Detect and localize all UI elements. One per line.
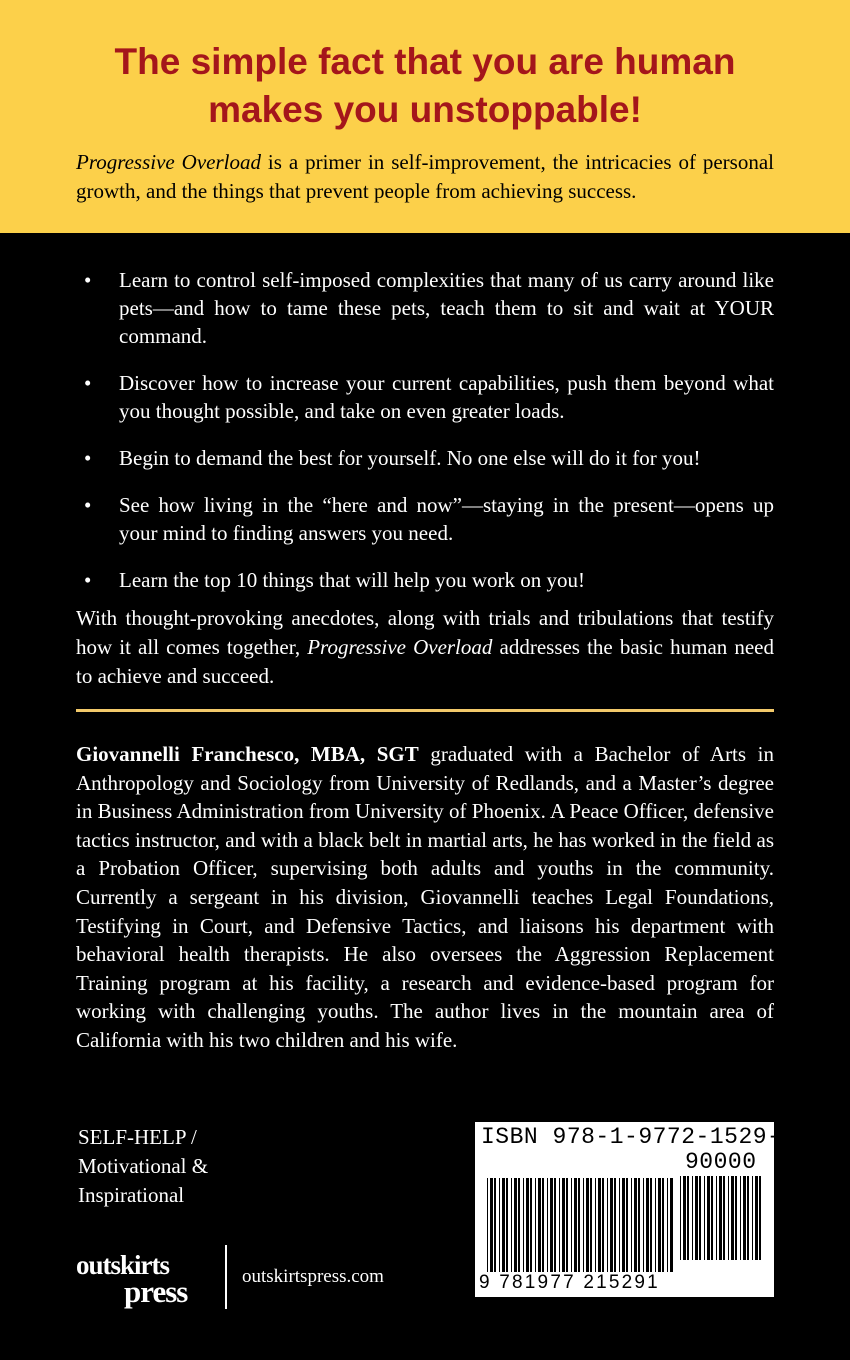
barcode-bar <box>602 1178 604 1272</box>
barcode-bar <box>631 1178 632 1272</box>
logo-divider <box>225 1245 227 1309</box>
bullet-list <box>76 266 774 613</box>
barcode-bar <box>490 1178 493 1272</box>
barcode-bar <box>646 1178 649 1272</box>
bullet-mark: • <box>84 493 92 517</box>
bullet-item <box>76 266 774 350</box>
barcode-bar <box>610 1178 613 1272</box>
barcode-bar <box>523 1178 524 1272</box>
book-category <box>78 1123 208 1210</box>
publisher-website: outskirtspress.com <box>242 1266 384 1287</box>
barcode-bar <box>578 1178 580 1272</box>
barcode-bar <box>554 1178 556 1272</box>
barcode-bar <box>562 1178 565 1272</box>
barcode-bar <box>511 1178 512 1272</box>
ean-digits: 9 781977 215291 <box>479 1272 660 1293</box>
barcode-bar <box>743 1176 746 1260</box>
barcode-bar <box>731 1176 734 1260</box>
barcode-bar <box>499 1178 500 1272</box>
section-divider <box>76 709 774 712</box>
barcode-bar <box>699 1176 701 1260</box>
category-line-1: SELF-HELP / <box>78 1125 197 1149</box>
top-panel <box>0 0 850 233</box>
closing-text-1: With thought-provoking anecdotes, along with trials and tribulations that testify how it all comes together, <box>76 606 774 659</box>
barcode-bar <box>716 1176 717 1260</box>
headline-line-1: The simple fact that you are human <box>114 41 736 82</box>
barcode-bar <box>559 1178 560 1272</box>
barcode-bar <box>670 1178 673 1272</box>
barcode-bar <box>622 1178 625 1272</box>
logo-line-1: outskirts <box>76 1250 170 1280</box>
isbn-label: ISBN 978-1-9772-1529-1 <box>481 1124 796 1150</box>
barcode-bar <box>506 1178 508 1272</box>
barcode-bar <box>740 1176 741 1260</box>
barcode-bar <box>518 1178 520 1272</box>
headline <box>0 38 850 134</box>
barcode-bar <box>650 1178 652 1272</box>
barcode-bar <box>502 1178 505 1272</box>
barcode-bar <box>658 1178 661 1272</box>
barcode-bar <box>735 1176 737 1260</box>
barcode-bar <box>680 1176 681 1260</box>
headline-line-2: makes you unstoppable! <box>208 89 642 130</box>
barcode-bar <box>687 1176 689 1260</box>
isbn-barcode <box>475 1122 796 1297</box>
logo-line-2: press <box>124 1274 188 1309</box>
barcode-bar <box>530 1178 532 1272</box>
bullet-item <box>76 444 774 472</box>
bullet-item <box>76 566 774 594</box>
barcode-bar <box>547 1178 548 1272</box>
barcode-bar <box>514 1178 517 1272</box>
bullet-text: Begin to demand the best for yourself. No one else will do it for you! <box>119 446 701 470</box>
barcode-bar <box>550 1178 553 1272</box>
barcode-bar <box>614 1178 616 1272</box>
bullet-mark: • <box>84 568 92 592</box>
closing-text-2: addresses the basic human need to achieve and succeed. <box>76 635 775 688</box>
closing-paragraph <box>76 604 774 691</box>
bullet-text: Discover how to increase your current capabilities, push them beyond what you thought possible, and take on even greater loads. <box>119 371 774 423</box>
category-line-3: Inspirational <box>78 1183 185 1207</box>
publisher-logo <box>76 1250 206 1312</box>
bullet-item <box>76 369 774 425</box>
intro-paragraph <box>76 148 774 206</box>
barcode-bar <box>586 1178 589 1272</box>
barcode-bar <box>752 1176 753 1260</box>
barcode-bar <box>574 1178 577 1272</box>
barcode-bar <box>759 1176 761 1260</box>
barcode-bar <box>494 1178 496 1272</box>
barcode-bar <box>755 1176 758 1260</box>
barcode-bar <box>526 1178 529 1272</box>
bullet-mark: • <box>84 446 92 470</box>
barcode-bar <box>542 1178 544 1272</box>
barcode-bar <box>571 1178 572 1272</box>
barcode-bar <box>728 1176 729 1260</box>
barcode-bar <box>683 1176 686 1260</box>
barcode-bar <box>583 1178 584 1272</box>
barcode-bar <box>723 1176 725 1260</box>
author-bio <box>76 740 774 1055</box>
intro-text: is a primer in self-improvement, the intricacies of personal growth, and the things that prevent people from achieving success. <box>76 150 774 203</box>
ean-barcode-bars <box>487 1178 673 1272</box>
price-code: 90000 <box>685 1149 757 1175</box>
author-name: Giovannelli Franchesco, MBA, SGT <box>76 742 419 766</box>
bio-text: graduated with a Bachelor of Arts in Anthropology and Sociology from University of Redlands, and a Master’s degree in Business Administration from University of Phoenix. A Peace Officer, defensive tactics instructor, and with a black belt in martial arts, he has worked in the field as a Probation Officer, supervising both adults and youths in the community. Currently a sergeant in his division, Giovannelli teaches Legal Foundations, Testifying in Court, and Defensive Tactics, and liaisons his department with behavioral health therapists. He also oversees the Aggression Replacement Training program at his facility, a research and evidence-based program for working with challenging youths. The author lives in the mountain area of California with his two children and his wife. <box>76 742 774 1052</box>
barcode-bar <box>590 1178 592 1272</box>
barcode-bar <box>619 1178 620 1272</box>
barcode-bar <box>626 1178 628 1272</box>
barcode-bar <box>487 1178 488 1272</box>
bullet-mark: • <box>84 371 92 395</box>
barcode-bar <box>643 1178 644 1272</box>
barcode-bar <box>655 1178 656 1272</box>
barcode-bar <box>711 1176 713 1260</box>
barcode-bar <box>638 1178 640 1272</box>
bullet-text: Learn to control self-imposed complexities that many of us carry around like pets—and how to tame these pets, teach them to sit and wait at YOUR command. <box>119 268 774 348</box>
barcode-bar <box>692 1176 693 1260</box>
barcode-bar <box>704 1176 705 1260</box>
price-barcode-bars <box>680 1176 766 1260</box>
barcode-bar <box>566 1178 568 1272</box>
barcode-bar <box>634 1178 637 1272</box>
bullet-mark: • <box>84 268 92 292</box>
barcode-bar <box>707 1176 710 1260</box>
closing-book-title: Progressive Overload <box>307 635 493 659</box>
barcode-bar <box>662 1178 664 1272</box>
barcode-bar <box>719 1176 722 1260</box>
bullet-item <box>76 491 774 547</box>
barcode-bar <box>747 1176 749 1260</box>
barcode-bar <box>695 1176 698 1260</box>
barcode-bar <box>538 1178 541 1272</box>
intro-book-title: Progressive Overload <box>76 150 261 174</box>
category-line-2: Motivational & <box>78 1154 209 1178</box>
barcode-bar <box>607 1178 608 1272</box>
barcode-bar <box>598 1178 601 1272</box>
barcode-bar <box>535 1178 536 1272</box>
bullet-text: See how living in the “here and now”—staying in the present—opens up your mind to finding answers you need. <box>119 493 774 545</box>
bullet-text: Learn the top 10 things that will help you work on you! <box>119 568 586 592</box>
barcode-bar <box>595 1178 596 1272</box>
barcode-bar <box>667 1178 668 1272</box>
